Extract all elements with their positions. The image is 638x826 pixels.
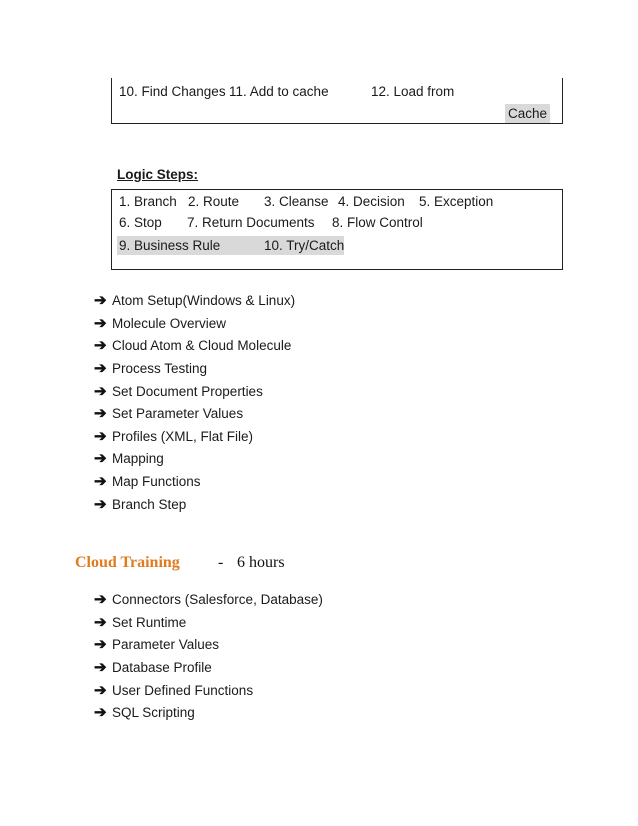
arrow-right-icon: ➔: [94, 681, 107, 699]
arrow-right-icon: ➔: [94, 450, 107, 468]
arrow-right-icon: ➔: [94, 613, 107, 631]
list-item: ➔ Set Runtime: [94, 612, 323, 635]
cloud-training-list: [94, 589, 323, 725]
list-item: ➔ Cloud Atom & Cloud Molecule: [94, 335, 295, 358]
logic-step-try-catch: 10. Try/Catch: [264, 238, 345, 253]
arrow-right-icon: ➔: [94, 360, 107, 378]
topic-list: [94, 290, 295, 516]
step-load-from-cache: Cache: [505, 104, 550, 123]
arrow-right-icon: ➔: [94, 659, 107, 677]
list-item: ➔ Set Parameter Values: [94, 403, 295, 426]
logic-step-branch: 1. Branch: [119, 194, 177, 209]
section-dash: -: [218, 554, 224, 571]
logic-step-flow-control: 8. Flow Control: [332, 215, 423, 230]
list-item: ➔ Parameter Values: [94, 634, 323, 657]
arrow-right-icon: ➔: [94, 337, 107, 355]
section-title: Cloud Training: [75, 554, 180, 571]
step-load-from: 12. Load from: [371, 84, 455, 99]
logic-step-route: 2. Route: [188, 194, 240, 209]
arrow-right-icon: ➔: [94, 636, 107, 654]
arrow-right-icon: ➔: [94, 292, 107, 310]
list-item: ➔ Atom Setup(Windows & Linux): [94, 290, 295, 313]
logic-step-decision: 4. Decision: [338, 194, 405, 209]
arrow-right-icon: ➔: [94, 382, 107, 400]
section-duration: 6 hours: [237, 554, 285, 571]
logic-steps-heading: Logic Steps:: [117, 167, 199, 182]
cloud-training-heading: [75, 554, 285, 572]
logic-step-exception: 5. Exception: [419, 194, 494, 209]
arrow-right-icon: ➔: [94, 473, 107, 491]
arrow-right-icon: ➔: [94, 704, 107, 722]
logic-step-return-documents: 7. Return Documents: [187, 215, 315, 230]
list-item: ➔ User Defined Functions: [94, 679, 323, 702]
list-item: ➔ Profiles (XML, Flat File): [94, 426, 295, 449]
list-item: ➔ Process Testing: [94, 358, 295, 381]
list-item: ➔ Connectors (Salesforce, Database): [94, 589, 323, 612]
list-item: ➔ Molecule Overview: [94, 313, 295, 336]
step-find-changes: 10. Find Changes: [119, 84, 226, 99]
list-item: ➔ SQL Scripting: [94, 702, 323, 725]
logic-step-cleanse: 3. Cleanse: [264, 194, 329, 209]
list-item: ➔ Mapping: [94, 448, 295, 471]
list-item: ➔ Set Document Properties: [94, 380, 295, 403]
logic-step-stop: 6. Stop: [119, 215, 162, 230]
arrow-right-icon: ➔: [94, 314, 107, 332]
arrow-right-icon: ➔: [94, 591, 107, 609]
arrow-right-icon: ➔: [94, 495, 107, 513]
step-add-to-cache: 11. Add to cache: [229, 84, 329, 99]
list-item: ➔ Branch Step: [94, 493, 295, 516]
list-item: ➔ Database Profile: [94, 657, 323, 680]
arrow-right-icon: ➔: [94, 427, 107, 445]
arrow-right-icon: ➔: [94, 405, 107, 423]
list-item: ➔ Map Functions: [94, 471, 295, 494]
logic-step-business-rule: 9. Business Rule: [119, 238, 221, 253]
